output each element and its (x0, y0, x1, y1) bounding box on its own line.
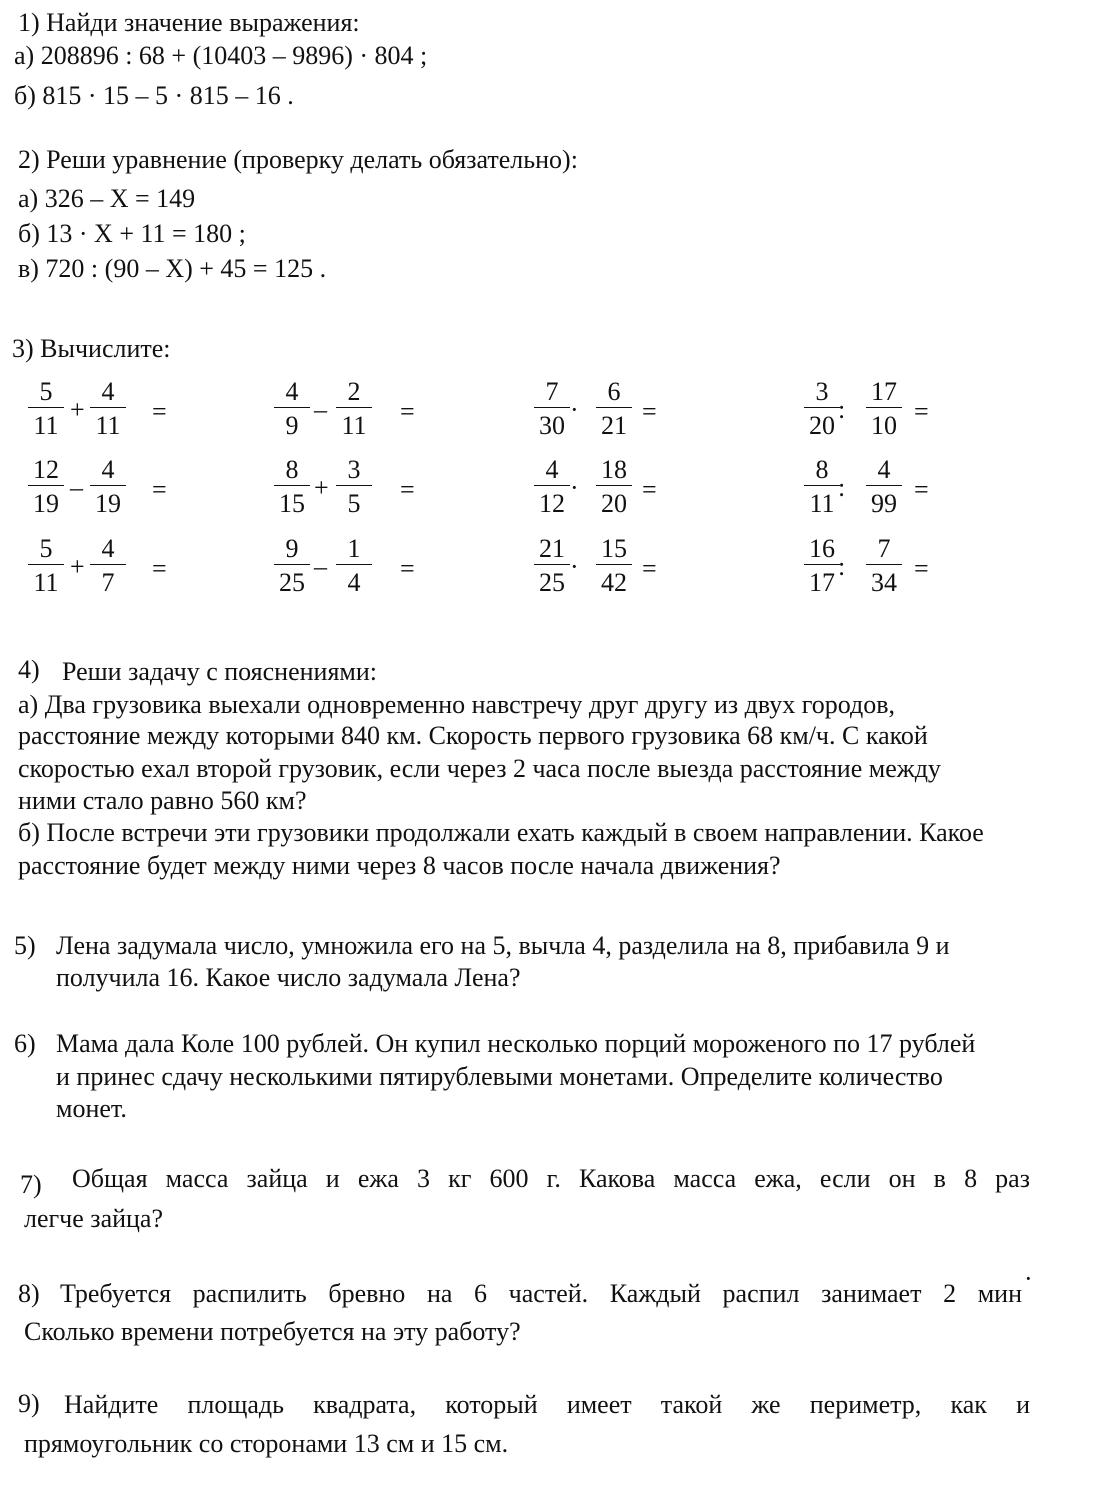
fraction-numerator: 8 (815, 455, 829, 484)
fraction-left (802, 375, 842, 440)
fraction-right (88, 453, 128, 518)
fraction-denominator: 15 (279, 489, 305, 518)
task7-number: 7) (20, 1170, 42, 1199)
equals-sign: = (914, 397, 929, 426)
fraction-denominator: 9 (285, 411, 299, 440)
equals-sign: = (400, 475, 415, 504)
equals-sign: = (642, 554, 657, 583)
equals-sign: = (152, 475, 167, 504)
fraction-denominator: 11 (33, 568, 59, 597)
fraction-denominator: 20 (601, 489, 627, 518)
task6-line-2: и принес сдачу несколькими пятирублевыми монетами. Определите количество (56, 1062, 943, 1091)
task6-line-1: Мама дала Коле 100 рублей. Он купил несколько порций мороженого по 17 рублей (56, 1029, 976, 1058)
equals-sign: = (152, 397, 167, 426)
fraction-denominator: 30 (539, 411, 565, 440)
equals-sign: = (400, 397, 415, 426)
fraction-denominator: 4 (347, 568, 361, 597)
task3-title: 3) Вычислите: (12, 334, 171, 363)
task5-line-1: Лена задумала число, умножила его на 5, вычла 4, разделила на 8, прибавила 9 и (56, 931, 950, 960)
task6-line-3: монет. (56, 1094, 127, 1123)
fraction-operator: · (570, 552, 579, 581)
fraction-denominator: 11 (341, 411, 367, 440)
task4-line-4: ними стало равно 560 км? (18, 786, 307, 815)
fraction-numerator: 4 (101, 455, 115, 484)
task2-item-a: а) 326 – X = 149 (18, 184, 196, 213)
fraction-numerator: 5 (39, 534, 53, 563)
task9-line-2: прямоугольник со сторонами 13 см и 15 см. (24, 1429, 509, 1458)
fraction-operator: : (838, 552, 846, 581)
fraction-numerator: 6 (607, 377, 621, 406)
task7-line-2: легче зайца? (24, 1204, 164, 1233)
task5-line-2: получила 16. Какое число задумала Лена? (56, 963, 521, 992)
fraction-numerator: 4 (101, 534, 115, 563)
task5-number: 5) (14, 931, 36, 960)
fraction-numerator: 9 (285, 534, 299, 563)
fraction-denominator: 10 (871, 411, 897, 440)
fraction-numerator: 18 (601, 455, 627, 484)
fraction-right (594, 532, 634, 597)
fraction-denominator: 17 (809, 568, 835, 597)
task4-line-6: расстояние будет между ними через 8 часов после начала движения? (18, 851, 781, 880)
fraction-numerator: 8 (285, 455, 299, 484)
fraction-denominator: 99 (871, 489, 897, 518)
fraction-numerator: 1 (347, 534, 361, 563)
task4-title: Реши задачу с пояснениями: (62, 657, 377, 686)
task2-item-b: б) 13 · X + 11 = 180 ; (18, 219, 246, 248)
fraction-numerator: 17 (871, 377, 897, 406)
fraction-numerator: 12 (33, 455, 59, 484)
task4-number: 4) (18, 655, 40, 684)
fraction-numerator: 4 (545, 455, 559, 484)
fraction-numerator: 3 (347, 455, 361, 484)
fraction-denominator: 19 (33, 489, 59, 518)
fraction-operator: · (570, 473, 579, 502)
task2-item-c: в) 720 : (90 – X) + 45 = 125 . (18, 254, 327, 283)
task8-line-1: Требуется распилить бревно на 6 частей. Каждый распил занимает 2 мин (60, 1279, 1022, 1308)
fraction-right (864, 453, 904, 518)
fraction-denominator: 5 (347, 489, 361, 518)
task8-mark: · (1024, 1264, 1033, 1293)
equals-sign: = (914, 554, 929, 583)
fraction-operator: : (838, 473, 846, 502)
equals-sign: = (400, 554, 415, 583)
fraction-right (88, 375, 128, 440)
fraction-numerator: 4 (285, 377, 299, 406)
fraction-denominator: 42 (601, 568, 627, 597)
fraction-numerator: 7 (877, 534, 891, 563)
fraction-left (26, 532, 66, 597)
fraction-left (26, 453, 66, 518)
task4-line-1: а) Два грузовика выехали одновременно навстречу друг другу из двух городов, (18, 690, 896, 719)
fraction-right (594, 375, 634, 440)
fraction-right (864, 532, 904, 597)
fraction-right (334, 532, 374, 597)
fraction-operator: – (314, 552, 327, 581)
fraction-denominator: 19 (95, 489, 121, 518)
fraction-left (802, 532, 842, 597)
fraction-operator: + (314, 473, 329, 502)
fraction-numerator: 21 (539, 534, 565, 563)
fraction-numerator: 2 (347, 377, 361, 406)
fraction-right (334, 453, 374, 518)
task8-line-2: Сколько времени потребуется на эту работу? (24, 1317, 521, 1346)
equals-sign: = (642, 397, 657, 426)
fraction-left (802, 453, 842, 518)
fraction-denominator: 20 (809, 411, 835, 440)
equals-sign: = (914, 475, 929, 504)
fraction-operator: : (838, 395, 846, 424)
fraction-denominator: 11 (95, 411, 121, 440)
fraction-left (532, 375, 572, 440)
task1-title: 1) Найди значение выражения: (18, 8, 360, 37)
fraction-denominator: 34 (871, 568, 897, 597)
fraction-numerator: 16 (809, 534, 835, 563)
fraction-numerator: 15 (601, 534, 627, 563)
fraction-right (88, 532, 128, 597)
equals-sign: = (642, 475, 657, 504)
fraction-left (272, 532, 312, 597)
task9-number: 9) (18, 1389, 40, 1418)
fraction-left (272, 375, 312, 440)
fraction-denominator: 25 (539, 568, 565, 597)
fraction-right (594, 453, 634, 518)
fraction-left (532, 453, 572, 518)
fraction-left (272, 453, 312, 518)
task6-number: 6) (14, 1029, 36, 1058)
fraction-right (864, 375, 904, 440)
fraction-left (26, 375, 66, 440)
fraction-operator: + (70, 552, 85, 581)
task9-line-1: Найдите площадь квадрата, который имеет такой же периметр, как и (64, 1390, 1030, 1419)
task4-line-5: б) После встречи эти грузовики продолжали ехать каждый в своем направлении. Какое (18, 818, 984, 847)
fraction-denominator: 25 (279, 568, 305, 597)
fraction-numerator: 4 (101, 377, 115, 406)
fraction-denominator: 11 (33, 411, 59, 440)
fraction-numerator: 5 (39, 377, 53, 406)
fraction-numerator: 4 (877, 455, 891, 484)
fraction-operator: – (70, 473, 83, 502)
fraction-operator: + (70, 395, 85, 424)
fraction-numerator: 3 (815, 377, 829, 406)
fraction-numerator: 7 (545, 377, 559, 406)
fraction-denominator: 12 (539, 489, 565, 518)
task2-title: 2) Реши уравнение (проверку делать обязательно): (18, 145, 578, 174)
task4-line-2: расстояние между которыми 840 км. Скорость первого грузовика 68 км/ч. С какой (18, 721, 928, 750)
task1-item-b: б) 815 · 15 – 5 · 815 – 16 . (14, 81, 294, 110)
task7-line-1: Общая масса зайца и ежа 3 кг 600 г. Какова масса ежа, если он в 8 раз (72, 1164, 1030, 1193)
fraction-denominator: 11 (809, 489, 835, 518)
task4-line-3: скоростью ехал второй грузовик, если через 2 часа после выезда расстояние между (18, 754, 941, 783)
fraction-right (334, 375, 374, 440)
equals-sign: = (152, 554, 167, 583)
task1-item-a: а) 208896 : 68 + (10403 – 9896) · 804 ; (14, 41, 428, 70)
fraction-denominator: 7 (101, 568, 115, 597)
fraction-left (532, 532, 572, 597)
fraction-operator: · (570, 395, 579, 424)
fraction-operator: – (314, 395, 327, 424)
fraction-denominator: 21 (601, 411, 627, 440)
task8-number: 8) (18, 1279, 40, 1308)
